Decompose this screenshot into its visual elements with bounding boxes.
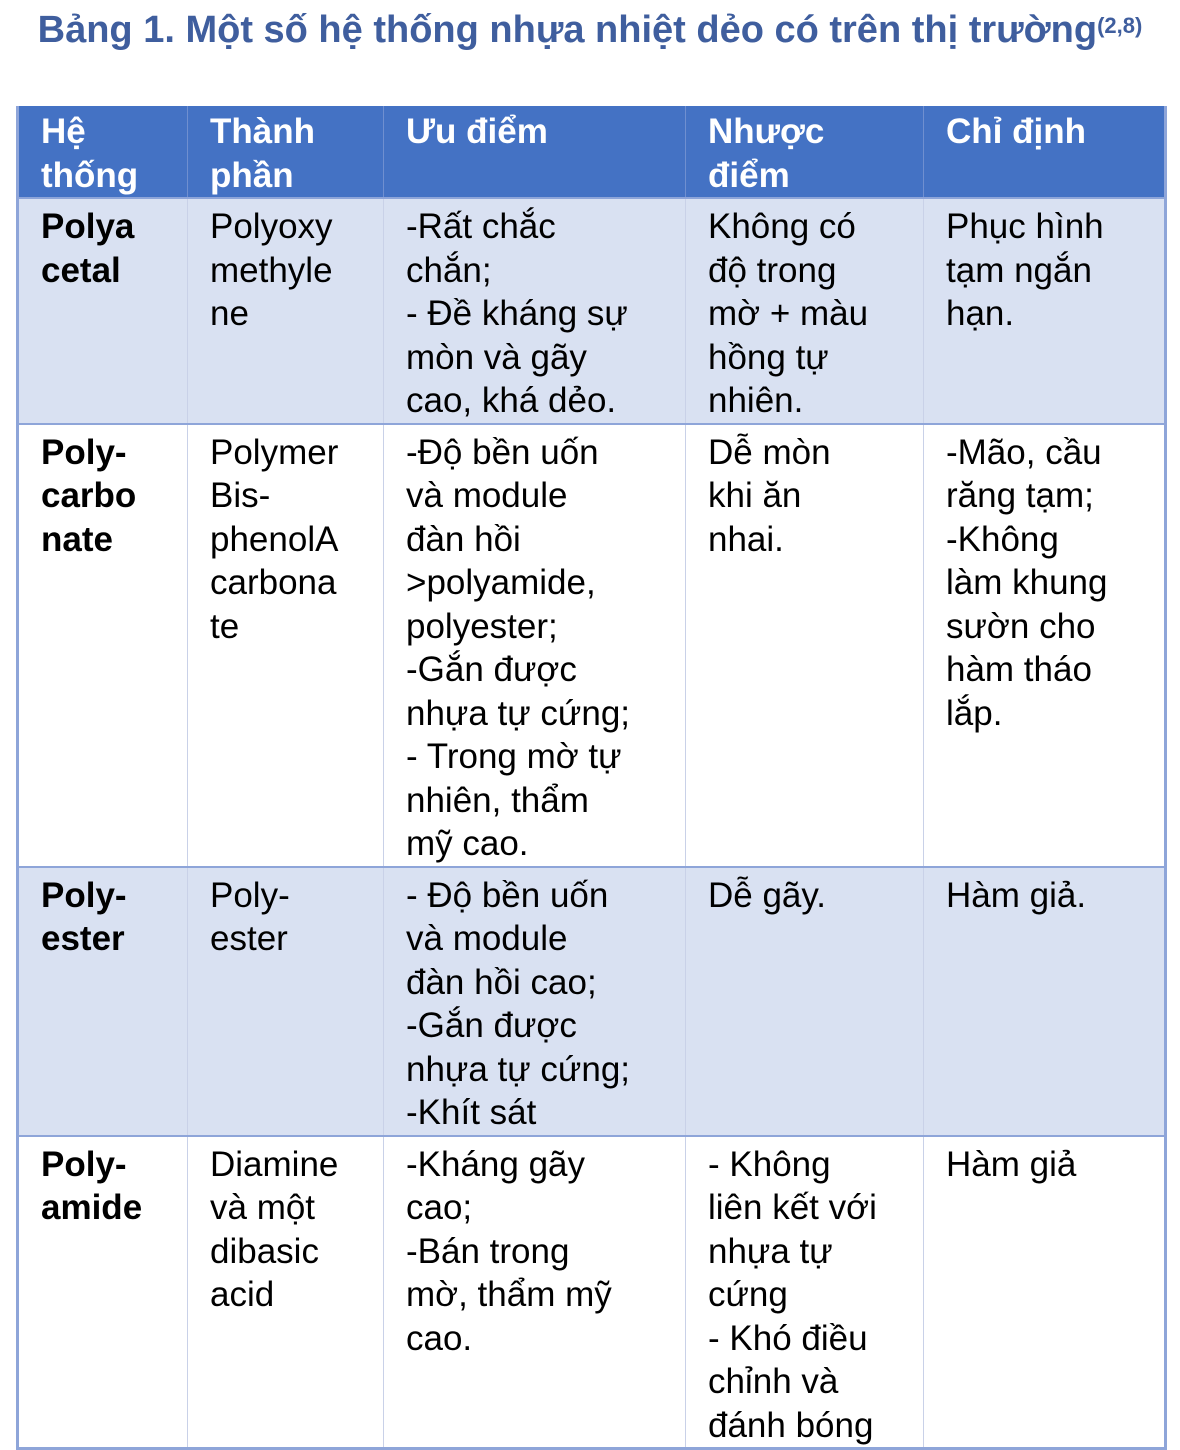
table-row [18, 424, 1166, 867]
header-disadvantages: Nhược điểm [686, 106, 924, 198]
title-citation: (2,8) [1097, 13, 1143, 38]
cell-system: Polya cetal [18, 198, 188, 424]
cell-composition: Polymer Bis- phenolA carbona te [188, 424, 384, 867]
cell-composition: Poly- ester [188, 867, 384, 1136]
cell-system: Poly- amide [18, 1136, 188, 1449]
table-title-text: Bảng 1. Một số hệ thống nhựa nhiệt dẻo có trên thị trường [37, 9, 1098, 51]
thermoplastic-systems-table [16, 106, 1167, 1450]
header-row [18, 106, 1166, 198]
cell-indication: Hàm giả. [924, 867, 1166, 1136]
header-indication: Chỉ định [924, 106, 1166, 198]
table-row [18, 198, 1166, 424]
cell-advantages: -Độ bền uốn và module đàn hồi >polyamide, polyester; -Gắn được nhựa tự cứng; - Trong mờ tự nhiên, thẩm mỹ cao. [384, 424, 686, 867]
table-row [18, 867, 1166, 1136]
table-row [18, 1136, 1166, 1449]
header-composition: Thành phần [188, 106, 384, 198]
cell-indication: Phục hình tạm ngắn hạn. [924, 198, 1166, 424]
cell-composition: Polyoxy methyle ne [188, 198, 384, 424]
cell-disadvantages: Dễ mòn khi ăn nhai. [686, 424, 924, 867]
cell-advantages: -Rất chắc chắn; - Đề kháng sự mòn và gãy cao, khá dẻo. [384, 198, 686, 424]
cell-indication: Hàm giả [924, 1136, 1166, 1449]
cell-disadvantages: - Không liên kết với nhựa tự cứng - Khó điều chỉnh và đánh bóng [686, 1136, 924, 1449]
cell-indication: -Mão, cầu răng tạm; -Không làm khung sườn cho hàm tháo lắp. [924, 424, 1166, 867]
header-system: Hệ thống [18, 106, 188, 198]
cell-advantages: - Độ bền uốn và module đàn hồi cao; -Gắn được nhựa tự cứng; -Khít sát [384, 867, 686, 1136]
cell-disadvantages: Không có độ trong mờ + màu hồng tự nhiên. [686, 198, 924, 424]
cell-system: Poly- carbo nate [18, 424, 188, 867]
cell-system: Poly- ester [18, 867, 188, 1136]
header-advantages: Ưu điểm [384, 106, 686, 198]
cell-advantages: -Kháng gãy cao; -Bán trong mờ, thẩm mỹ cao. [384, 1136, 686, 1449]
cell-disadvantages: Dễ gãy. [686, 867, 924, 1136]
table-title [0, 8, 1180, 52]
cell-composition: Diamine và một dibasic acid [188, 1136, 384, 1449]
